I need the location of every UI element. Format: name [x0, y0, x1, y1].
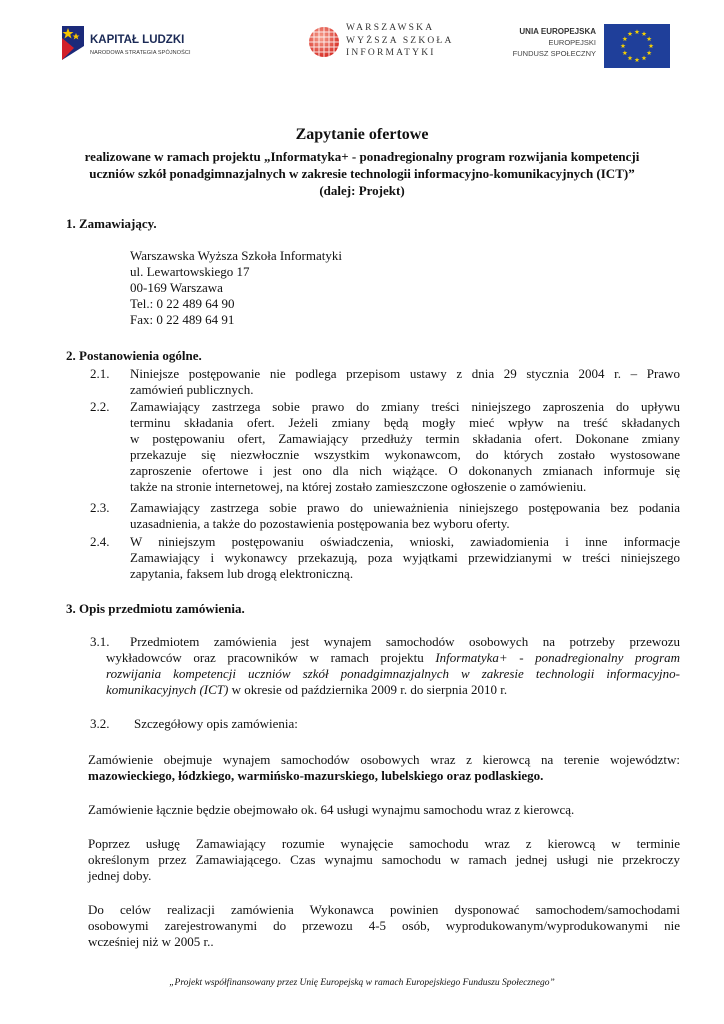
- item-2-1-text: [130, 366, 680, 398]
- address-line: Fax: 0 22 489 64 91: [130, 312, 235, 327]
- text-span: wykładowców oraz pracowników w ramach projektu: [106, 650, 424, 665]
- wwsi-name-line-3: INFORMATYKI: [346, 48, 436, 58]
- address-line: Tel.: 0 22 489 64 90: [130, 296, 235, 311]
- address-line: ul. Lewartowskiego 17: [130, 264, 250, 279]
- document-title: Zapytanie ofertowe: [295, 126, 429, 143]
- subtitle-line-1: realizowane w ramach projektu „Informatyka+ - ponadregionalny program rozwijania kompetencji: [84, 149, 640, 164]
- voivodeships-bold: mazowieckiego, łódzkiego, warmińsko-mazurskiego, lubelskiego oraz podlaskiego.: [88, 768, 544, 783]
- kapital-ludzki-flag-icon: [58, 24, 86, 62]
- text-line: Do celów realizacji zamówienia Wykonawca powinien dysponować samochodem/samochodami: [88, 902, 680, 917]
- text-line: Zamawiający zastrzega sobie prawo do zmiany treści niniejszego zaproszenia do upływu: [130, 399, 680, 414]
- text-line: [106, 666, 680, 682]
- project-name-em: rozwijania kompetencji uczniów szkół ponadgimnazjalnych w zakresie technologii informacyjno-: [106, 666, 680, 681]
- text-line: [106, 682, 680, 698]
- eu-logo-text: [513, 26, 596, 59]
- eu-logo: [498, 24, 670, 68]
- eu-name: UNIA EUROPEJSKA: [519, 27, 596, 36]
- wwsi-name-line-1: WARSZAWSKA: [346, 23, 435, 33]
- text-line: Zamawiający i wykonawcy przekazują, poza wyjątkami przewidzianymi w treści niniejszego: [130, 550, 680, 565]
- document-subtitle: [40, 148, 684, 199]
- text-line: [106, 650, 680, 666]
- text-line: zamówień publicznych.: [130, 382, 254, 397]
- subtitle-line-2: uczniów szkół ponadgimnazjalnych w zakresie technologii informacyjno-komunikacyjnych (ICT)”: [89, 166, 635, 181]
- text-span: w okresie od października 2009 r. do sierpnia 2010 r.: [228, 682, 508, 697]
- address-line: 00-169 Warszawa: [130, 280, 223, 295]
- text-line: jednej doby.: [88, 868, 152, 883]
- item-number: 3.2.: [90, 716, 110, 731]
- section-3-heading: 3. Opis przedmiotu zamówienia.: [66, 601, 245, 616]
- wwsi-logo: [308, 20, 454, 70]
- text-line: Przedmiotem zamówienia jest wynajem samochodów osobowych na potrzeby przewozu: [130, 634, 680, 649]
- item-2-3-text: [130, 500, 680, 532]
- item-number: 2.4.: [90, 534, 110, 549]
- item-number: 2.1.: [90, 366, 110, 381]
- text-line: wcześniej niż w 2005 r..: [88, 934, 214, 949]
- subtitle-line-3: (dalej: Projekt): [319, 183, 405, 198]
- text-line: Poprzez usługę Zamawiający rozumie wynajęcie samochodu wraz z kierowcą w terminie: [88, 836, 680, 851]
- address-line: Warszawska Wyższa Szkoła Informatyki: [130, 248, 342, 263]
- eu-fund-line-2: FUNDUSZ SPOŁECZNY: [512, 49, 596, 58]
- paragraph-service-count: Zamówienie łącznie będzie obejmowało ok. 64 usługi wynajmu samochodu wraz z kierowcą.: [88, 802, 575, 817]
- text-line: uzasadnienia, a także do pozostawienia postępowania bez wyboru oferty.: [130, 516, 510, 531]
- eu-fund-line-1: EUROPEJSKI: [548, 38, 596, 47]
- item-3-1-text: [106, 650, 680, 698]
- text-line: Niniejsze postępowanie nie podlega przepisom ustawy z dnia 29 stycznia 2004 r. – Prawo: [130, 366, 680, 381]
- item-number: 3.1.: [90, 634, 110, 649]
- page-footer: „Projekt współfinansowany przez Unię Europejską w ramach Europejskiego Funduszu Społecznego”: [169, 978, 555, 988]
- eu-flag-icon: [604, 24, 670, 68]
- kapital-ludzki-logo: [58, 22, 191, 70]
- text-line: w postępowaniu ofert, Zamawiający przedłuży termin składania ofert. Dokonane zmiany: [130, 431, 680, 446]
- address-block: [130, 248, 342, 328]
- item-3-1-first-line: [130, 634, 680, 650]
- paragraph-vehicle-requirements: [88, 902, 680, 950]
- text-line: Zamówienie obejmuje wynajem samochodów osobowych wraz z kierowcą na terenie województw:: [88, 752, 680, 767]
- item-number: 2.2.: [90, 399, 110, 414]
- text-line: także na stronie internetowej, na której zostało zamieszczone ogłoszenie o zamówieniu.: [130, 479, 587, 494]
- text-line: terminu składania ofert. Jeżeli zmiany będą mogły mieć wpływ na treść składanych: [130, 415, 680, 430]
- wwsi-name: [346, 22, 454, 60]
- section-2-heading: 2. Postanowienia ogólne.: [66, 348, 202, 363]
- text-line: Zamawiający zastrzega sobie prawo do unieważnienia niniejszego postępowania bez podania: [130, 500, 680, 515]
- paragraph-area: [88, 752, 680, 784]
- text-line: osobowymi zarejestrowanymi do przewozu 4-5 osób, wyprodukowanym/wyprodukowanymi nie: [88, 918, 680, 933]
- kapital-ludzki-name: KAPITAŁ LUDZKI: [90, 34, 185, 46]
- project-name-em: Informatyka+ - ponadregionalny program: [435, 650, 681, 665]
- text-line: zapytania, faksem lub drogą elektroniczną.: [130, 566, 354, 581]
- header-logos: [0, 14, 724, 74]
- wwsi-name-line-2: WYŻSZA SZKOŁA: [346, 35, 454, 46]
- text-line: zaproszenie ofertowe i jest ono dla nich wiążące. O dokonanych zmianach informuje się: [130, 463, 680, 478]
- section-1-heading: 1. Zamawiający.: [66, 216, 157, 231]
- project-name-em: komunikacyjnych (ICT): [106, 682, 229, 697]
- wwsi-emblem-icon: [308, 26, 340, 58]
- item-number: 2.3.: [90, 500, 110, 515]
- kapital-ludzki-tagline: NARODOWA STRATEGIA SPÓJNOŚCI: [90, 50, 191, 56]
- text-line: W niniejszym postępowaniu oświadczenia, wnioski, zawiadomienia i inne informacje: [130, 534, 680, 549]
- item-2-4-text: [130, 534, 680, 582]
- text-line: określonym przez Zamawiającego. Czas wynajmu samochodu w ramach jednej usługi nie przekroczy: [88, 852, 680, 867]
- text-line: przekazuje się niezwłocznie wszystkim wykonawcom, do których zostało wystosowane: [130, 447, 680, 462]
- item-3-2-text: Szczegółowy opis zamówienia:: [134, 716, 298, 731]
- paragraph-service-definition: [88, 836, 680, 884]
- item-2-2-text: [130, 399, 680, 495]
